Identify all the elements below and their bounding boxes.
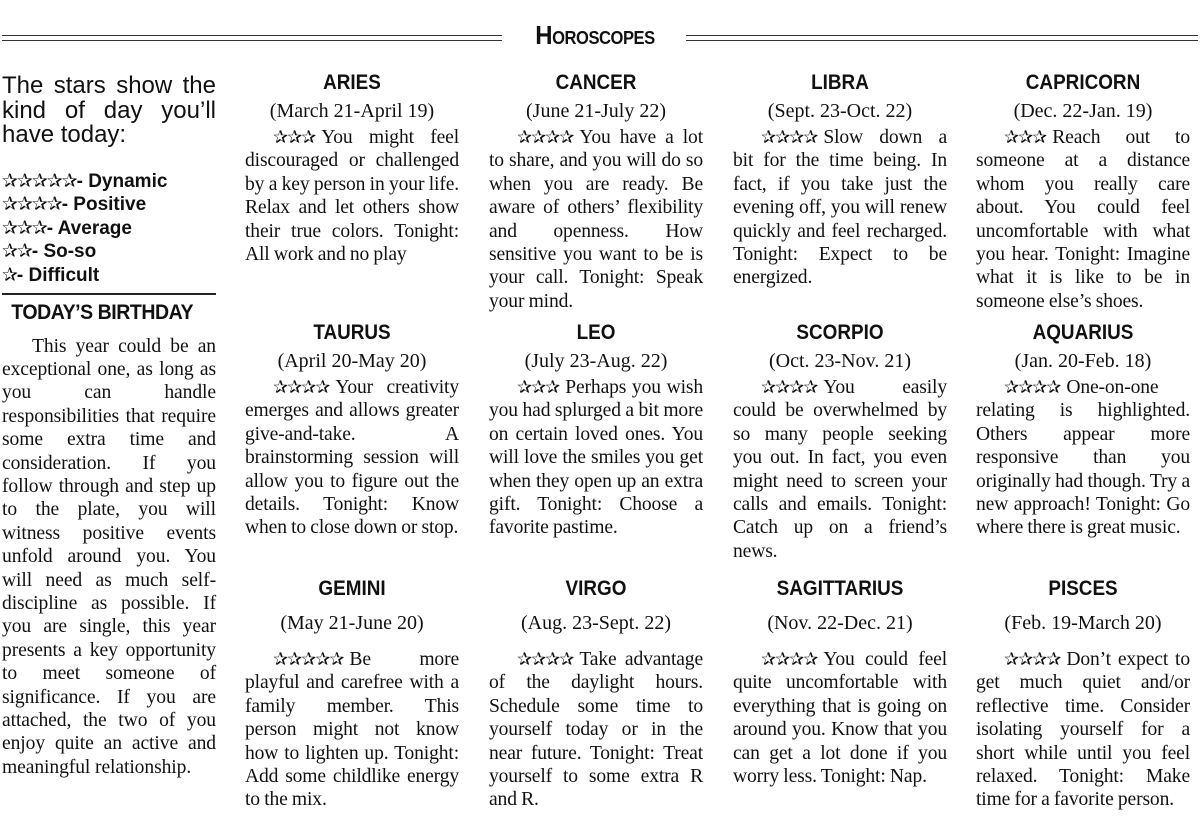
legend-label: - Positive bbox=[61, 194, 147, 215]
sign-name: GEMINI bbox=[318, 577, 386, 600]
sign-text bbox=[489, 648, 703, 812]
sign-text bbox=[489, 126, 703, 313]
sign-reading: Your creativity emerges and allows greater give-and-take. A brainstorming session will allow you to figure out the details. Tonight: Know when to close down or stop. bbox=[245, 377, 459, 539]
star-rating-icon: ✰✰✰✰ bbox=[761, 127, 818, 147]
sign-libra bbox=[733, 70, 947, 290]
sign-cancer bbox=[489, 70, 703, 313]
legend-label: - Average bbox=[46, 217, 132, 239]
sign-reading: You could feel quite uncomfortable with everything that is going on around you. Know that you can get a lot done if you worry less. Tonight: Nap. bbox=[733, 649, 947, 788]
sign-reading: You easily could be overwhelmed by so many people seeking you out. In fact, you even might need to screen your calls and emails. Tonight: Catch up on a friend’s news. bbox=[733, 377, 947, 562]
masthead-rule-left-lower bbox=[2, 40, 502, 41]
sign-name: TAURUS bbox=[313, 321, 391, 344]
birthday-text: This year could be an exceptional one, as long as you can handle responsibilities that require some extra time and consideration. If you follow through and step up to the plate, you will witness positive events unfold around you. You will need as much self-discipline as possible. If you are single, this year presents a key opportunity to meet someone of significance. If you are attached, the two of you enjoy quite an active and meaningful relationship. bbox=[2, 335, 216, 778]
sign-dates: (March 21-April 19) bbox=[269, 100, 435, 122]
sign-name: PISCES bbox=[1048, 577, 1118, 600]
legend-label: - So-so bbox=[31, 241, 97, 262]
sign-text bbox=[489, 376, 703, 540]
sign-dates: (Feb. 19-March 20) bbox=[1004, 612, 1162, 634]
star-rating-icon: ✰✰✰✰ bbox=[517, 649, 574, 669]
intro-text: The stars show the kind of day you’ll have today: bbox=[2, 72, 216, 148]
legend-row-difficult bbox=[2, 264, 216, 288]
star-rating-icon: ✰✰✰✰✰ bbox=[273, 649, 344, 669]
star-rating-icon: ✰✰✰✰ bbox=[1004, 649, 1061, 669]
sign-virgo bbox=[489, 576, 703, 812]
star-rating-icon: ✰✰✰✰ bbox=[273, 377, 330, 397]
sign-dates: (Nov. 22-Dec. 21) bbox=[767, 612, 913, 634]
sign-name: SCORPIO bbox=[796, 321, 884, 344]
star-rating-icon: ✰✰✰✰ bbox=[1004, 377, 1061, 397]
sign-reading: One-on-one relating is highlighted. Others appear more responsive than you originally had though. Try a new approach! Tonight: Go where there is great music. bbox=[976, 377, 1190, 539]
sign-scorpio bbox=[733, 320, 947, 563]
sign-name: CAPRICORN bbox=[1025, 71, 1141, 94]
sign-reading: Don’t expect to get much quiet and/or reflective time. Consider isolating yourself for a short while until you feel relaxed. Tonight: Make time for a favorite person. bbox=[976, 649, 1190, 811]
sign-dates: (Aug. 23-Sept. 22) bbox=[521, 612, 671, 634]
intro-column bbox=[2, 70, 216, 779]
sign-dates: (Sept. 23-Oct. 22) bbox=[767, 100, 913, 122]
masthead-rule-left bbox=[2, 35, 502, 36]
sign-pisces bbox=[976, 576, 1190, 812]
sign-aries bbox=[245, 70, 459, 266]
sign-text bbox=[245, 126, 459, 266]
star-rating-icon: ✰✰✰✰ bbox=[761, 377, 818, 397]
legend-row-average bbox=[2, 217, 216, 241]
sign-sagittarius bbox=[733, 576, 947, 788]
sign-taurus bbox=[245, 320, 459, 540]
sign-dates: (Dec. 22-Jan. 19) bbox=[1013, 100, 1153, 122]
sign-aquarius bbox=[976, 320, 1190, 540]
sign-name: LEO bbox=[576, 321, 616, 344]
legend-row-positive bbox=[2, 193, 216, 217]
legend-row-so-so bbox=[2, 240, 216, 264]
sign-text bbox=[733, 376, 947, 563]
legend-label: - Difficult bbox=[16, 264, 100, 286]
sign-text bbox=[733, 126, 947, 290]
sign-reading: Take advantage of the daylight hours. Schedule some time to yourself today or in the near future. Tonight: Treat yourself to some extra R and R. bbox=[489, 649, 703, 811]
sign-reading: Perhaps you wish you had splurged a bit more on certain loved ones. You will love the smiles you get when they open up an extra gift. Tonight: Choose a favorite pastime. bbox=[489, 377, 703, 539]
sign-dates: (Jan. 20-Feb. 18) bbox=[1014, 350, 1152, 372]
sign-reading: Reach out to someone at a distance whom you really care about. You could feel uncomfortable with what you hear. Tonight: Imagine what it is like to be in someone else’s shoes. bbox=[976, 127, 1190, 312]
star-icon: ✰✰✰✰ bbox=[2, 194, 62, 215]
sign-dates: (Oct. 23-Nov. 21) bbox=[768, 350, 911, 372]
masthead-rule-right bbox=[686, 35, 1198, 36]
masthead bbox=[0, 14, 1200, 64]
sign-text bbox=[976, 648, 1190, 812]
star-rating-icon: ✰✰✰ bbox=[1004, 127, 1047, 147]
star-rating-icon: ✰✰✰ bbox=[517, 377, 560, 397]
sign-leo bbox=[489, 320, 703, 540]
sign-name: CANCER bbox=[555, 71, 637, 94]
sign-text bbox=[976, 376, 1190, 540]
sign-name: ARIES bbox=[323, 71, 381, 94]
sign-text bbox=[245, 648, 459, 812]
sign-dates: (May 21-June 20) bbox=[280, 612, 424, 634]
sign-text bbox=[976, 126, 1190, 313]
page-title: Horoscopes bbox=[535, 20, 655, 50]
sign-name: AQUARIUS bbox=[1032, 321, 1134, 344]
legend-row-dynamic bbox=[2, 170, 216, 194]
sign-gemini bbox=[245, 576, 459, 812]
star-icon: ✰✰✰ bbox=[2, 217, 47, 239]
sign-text bbox=[245, 376, 459, 540]
masthead-rule-right-lower bbox=[686, 40, 1198, 41]
sign-capricorn bbox=[976, 70, 1190, 313]
sign-dates: (June 21-July 22) bbox=[526, 100, 666, 122]
birthday-heading: TODAY’S BIRTHDAY bbox=[11, 300, 194, 324]
star-icon: ✰ bbox=[2, 264, 17, 286]
sign-reading: You have a lot to share, and you will do so when you are ready. Be aware of others’ flexibility and openness. How sensitive you want to be is your call. Tonight: Speak your mind. bbox=[489, 127, 703, 312]
sign-text bbox=[733, 648, 947, 788]
star-rating-icon: ✰✰✰✰ bbox=[517, 127, 574, 147]
sign-reading: Be more playful and carefree with a family member. This person might not know how to lighten up. Tonight: Add some childlike energy to the mix. bbox=[245, 649, 459, 811]
sign-name: LIBRA bbox=[811, 71, 869, 94]
sign-name: VIRGO bbox=[565, 577, 627, 600]
sign-dates: (July 23-Aug. 22) bbox=[524, 350, 668, 372]
star-rating-icon: ✰✰✰✰ bbox=[761, 649, 818, 669]
sign-name: SAGITTARIUS bbox=[776, 577, 904, 600]
star-legend bbox=[2, 170, 216, 288]
legend-label: - Dynamic bbox=[76, 170, 168, 192]
sign-dates: (April 20-May 20) bbox=[277, 350, 427, 372]
star-rating-icon: ✰✰✰ bbox=[273, 127, 316, 147]
star-icon: ✰✰ bbox=[2, 241, 32, 262]
sign-reading: Slow down a bit for the time being. In fact, if you take just the evening off, you will renew quickly and feel recharged. Tonight: Expect to be energized. bbox=[733, 127, 947, 289]
section-divider bbox=[2, 293, 216, 295]
star-icon: ✰✰✰✰✰ bbox=[2, 170, 77, 192]
sign-reading: You might feel discouraged or challenged by a key person in your life. Relax and let others show their true colors. Tonight: All work and no play bbox=[245, 127, 459, 266]
